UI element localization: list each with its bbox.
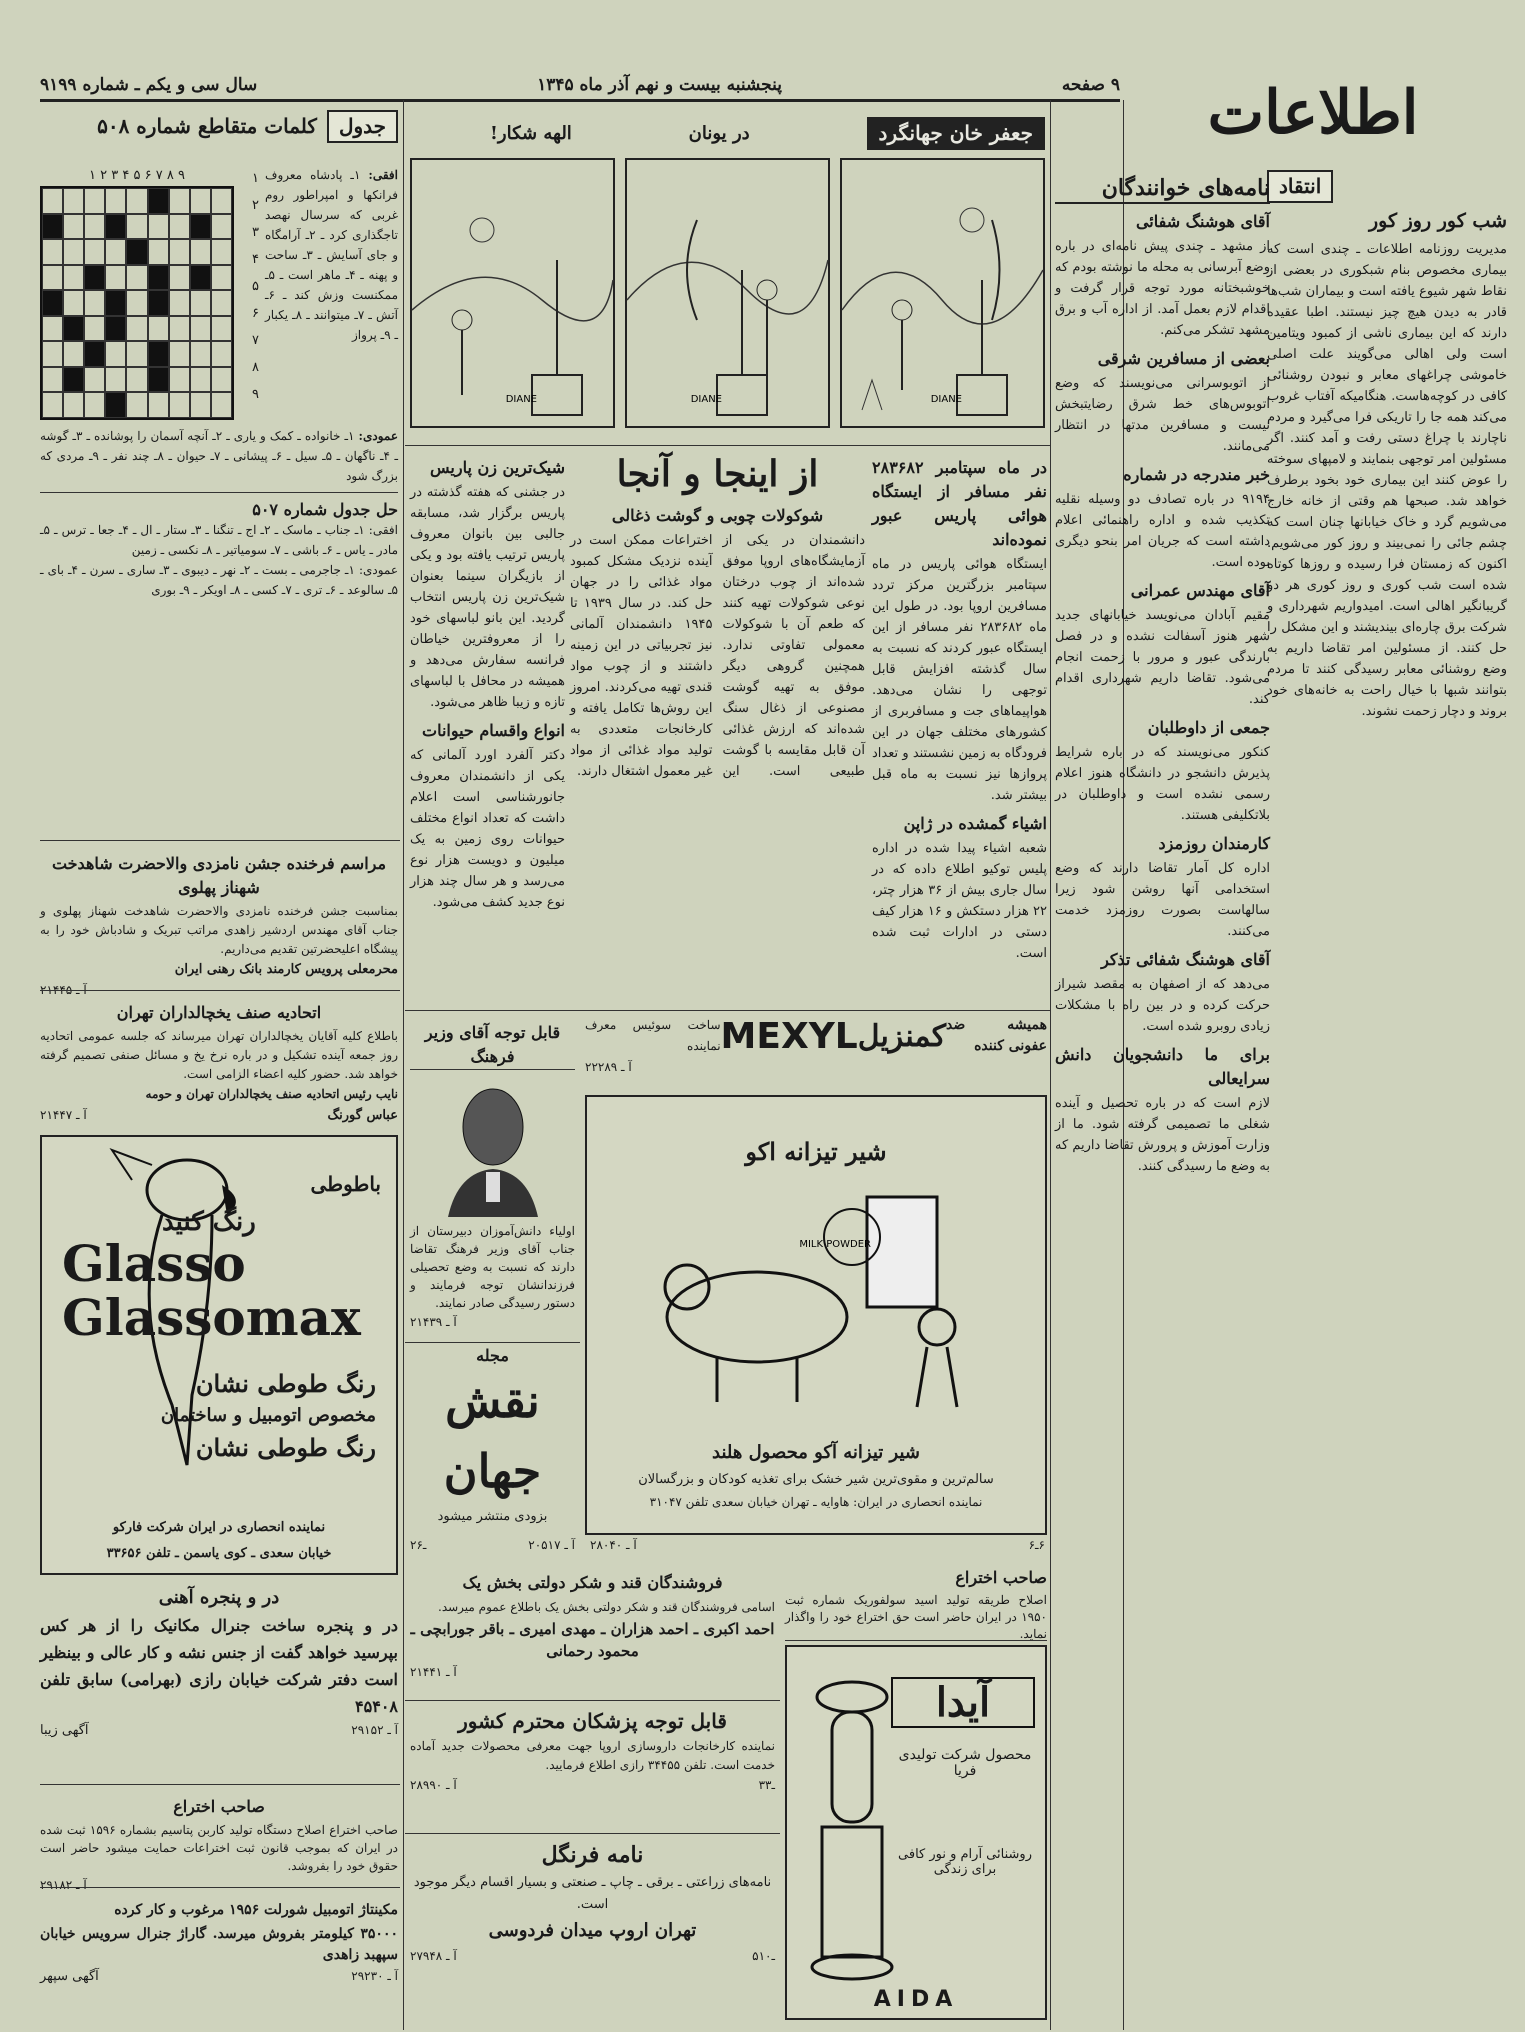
crossword-cell[interactable] [211, 265, 232, 291]
crossword-cell[interactable] [190, 239, 211, 265]
sugar-body: اسامی فروشندگان قند و شکر دولتی بخش یک باطلاع عموم میرسد. [438, 1600, 775, 1614]
here-there-sub: شوکولات چوبی و گوشت ذغالی [611, 506, 824, 525]
milk-code2: ۶ـ۶ [1028, 1538, 1045, 1552]
crossword-cell[interactable] [105, 214, 126, 240]
car-body: ۳۵۰۰۰ کیلومتر بفروش میرسد. گاراژ جنرال سرویس خیابان سپهبد زاهدی [40, 1926, 398, 1963]
minister-title: قابل توجه آقای وزیر فرهنگ [410, 1021, 575, 1070]
letter-heading: آقای هوشنگ شفائی [1135, 212, 1270, 231]
cartoon-drawing [412, 160, 613, 426]
section-rule [405, 445, 1050, 446]
column-numbers: ۹ ۸ ۷ ۶ ۵ ۴ ۳ ۲ ۱ [89, 168, 185, 183]
letters-list [1055, 210, 1270, 1177]
crossword-cell[interactable] [148, 239, 169, 265]
crossword-cell[interactable] [63, 290, 84, 316]
crossword-cell[interactable] [84, 341, 105, 367]
crossword-cell[interactable] [84, 392, 105, 418]
magazine-code: آ ـ ۲۰۵۱۷ [528, 1538, 575, 1552]
windows-sign: آگهی زیبا [40, 1723, 89, 1738]
sugar-ad [410, 1565, 775, 1695]
union-title: اتحادیه صنف یخچالداران تهران [116, 1003, 322, 1022]
critique-body: مدیریت روزنامه اطلاعات ـ چندی است که بیماری مخصوص بنام شبکوری در بعضی از نقاط شهر شیوع یافته است و بیماران شب‌ها قادر به دیدن هیچ چیز نیستند. اطبا عقیده دارند که این بیماری ناشی از کمبود ویتامین است ولی اهالی می‌گویند علت اصلی خاموشی چراغهای معابر و نبودن روشنائی کافی در کوچه‌هاست. هنگامیکه آفتاب غروب می‌کند همه جا را تاریکی فرا می‌گیرد و مردم ناچارند با چراغ دستی رفت و آمد کنند. اگر مسئولین امر توجهی بنمایند و لامپهای سوخته را عوض کنند این بیماری خود بخود برطرف خواهد شد. صبحها هم وقتی از خانه خارج می‌شویم گرد و خاک خیابانها چنان است که چشم جائی را نمی‌بیند و روز کور می‌شویم. اکنون که زمستان فرا رسیده و روزها کوتاه شده است شب کوری و روز کوری هر دو گریبانگیر اهالی است. امیدواریم شهرداری و شرکت برق چاره‌ای بیندیشند و این مشکل را حل کنند. از مسئولین امر تقاضا داریم به وضع روشنائی معابر رسیدگی کنند تا مردم بتوانند شبها با خیال راحت به خانه‌های خود بروند و دچار زحمت نشوند. [1267, 242, 1507, 719]
patent2-ad [785, 1560, 1047, 1641]
crossword-cell[interactable] [148, 392, 169, 418]
crossword-cell[interactable] [169, 214, 190, 240]
ad-rep: نماینده انحصاری در ایران شرکت فارکو [112, 1520, 326, 1535]
aida-note: روشنائی آرام و نور کافی برای زندگی [898, 1847, 1032, 1877]
ad-top: باطوطی [310, 1172, 381, 1196]
can-label: MILK POWDER [799, 1239, 871, 1250]
crossword-cell[interactable] [84, 188, 105, 214]
letters-title: نامه‌های خوانندگان [1055, 174, 1270, 204]
milk-illustration [617, 1177, 1017, 1417]
crossword-title: کلمات متقاطع شماره ۵۰۸ [97, 114, 317, 138]
lost-title: اشیاء گمشده در ژاپن [903, 814, 1047, 833]
farhang-code: آ ـ ۲۷۹۴۸ [410, 1949, 457, 1963]
union-notice [40, 995, 398, 1130]
crossword-cell[interactable] [169, 341, 190, 367]
here-there-body: دانشمندان در یکی از آزمایشگاه‌های اروپا موفق شده‌اند از چوب درختان نوعی شوکولات تهیه کنند که طعم آن با شوکولات معمولی تفاوتی ندارد. همچنین گروهی دیگر موفق به تهیه گوشت مصنوعی از ذغال سنگ شده‌اند که ارزش غذائی آن قابل مقایسه با گوشت طبیعی است. این اختراعات ممکن است در آینده نزدیک مشکل کمبود مواد غذائی را در جهان حل کند. در سال ۱۹۳۹ تا ۱۹۴۵ دانشمندان آلمانی نیز تجربیاتی در این زمینه داشتند و از چوب مواد قندی تهیه می‌کردند. امروز این روش‌ها تکامل یافته و کارخانجات متعددی به تولید مواد غذائی از مواد غیر معمول اشتغال دارند. [570, 533, 865, 779]
crossword-cell[interactable] [190, 316, 211, 342]
letter-text: از اتوبوسرانی می‌نویسند که وضع اتوبوس‌های خط شرق رضایتبخش نیست و مسافرین مدتها در انتظار می‌مانند. [1055, 376, 1270, 454]
crossword-cell[interactable] [63, 392, 84, 418]
here-there-title: از اینجا و آنجا [616, 453, 819, 495]
sugar-code: آ ـ ۲۱۴۴۱ [410, 1665, 457, 1679]
patent-title: صاحب اختراع [173, 1797, 265, 1816]
car-ad [40, 1892, 398, 2022]
crossword-cell[interactable] [42, 214, 63, 240]
cartoon-block [410, 108, 1045, 443]
doctors-body: نماینده کارخانجات داروسازی اروپا جهت معرفی محصولات جدید آماده خدمت است. تلفن ۳۴۴۵۵ رازی اطلاع فرمایید. [410, 1739, 775, 1772]
letter-text: از مشهد ـ چندی پیش نامه‌ای در باره وضع آبرسانی به محله ما نوشته بودم که خوشبختانه مورد توجه قرار گرفت و اقدام لازم بعمل آمد. از اداره آب و برق مشهد تشکر می‌کنم. [1055, 239, 1270, 338]
crossword-cell[interactable] [148, 188, 169, 214]
minister-code: آ ـ ۲۱۴۳۹ [410, 1315, 457, 1329]
crossword-block [40, 110, 398, 830]
crossword-cell[interactable] [63, 367, 84, 393]
crossword-cell[interactable] [190, 392, 211, 418]
mexyl-brand: MEXYL [720, 1015, 858, 1057]
mexyl-brand-fa: کمنزیل [857, 1018, 947, 1054]
magazine-label: مجله [476, 1346, 509, 1365]
cartoon-caption: الهه شکار! [490, 122, 572, 144]
airport-article [872, 450, 1047, 1010]
statue-label: DIANE [690, 394, 722, 405]
ad-line: مخصوص اتومبیل و ساختمان [160, 1405, 376, 1426]
farhang-body: نامه‌های زراعتی ـ برقی ـ چاپ ـ صنعتی و بسیار اقسام دیگر موجود است. [413, 1875, 772, 1912]
masthead: اطلاعات [1207, 78, 1419, 148]
windows-ad [40, 1580, 398, 1780]
crossword-cell[interactable] [42, 341, 63, 367]
column-rule [1050, 100, 1051, 2030]
paris-body: در جشنی که هفته گذشته در پاریس برگزار شد، مسابقه جالبی بین بانوان معروف پاریس ترتیب یافته بود و یکی از بازیگران سینما بعنوان شیک‌ترین زن پاریس انتخاب گردید. این بانو لباسهای خود را از معروفترین خیاطان فرانسه سفارش می‌دهد و همیشه در محافل با لباسهای تازه و زیبا ظاهر می‌شود. [410, 485, 565, 710]
statue-label: DIANE [505, 394, 537, 405]
header-line [40, 62, 1120, 102]
section-rule [40, 1887, 400, 1888]
union-body: باطلاع کلیه آقایان یخچالداران تهران میرساند که جلسه عمومی اتحادیه روز جمعه آینده تشکیل و در باره نرخ یخ و مسائل صنفی تصمیم گرفته خواهد شد. حضور کلیه اعضاء الزامی است. [40, 1029, 398, 1081]
crossword-cell[interactable] [105, 188, 126, 214]
farhang-ad [410, 1838, 775, 2018]
section-rule [405, 1342, 580, 1343]
ad-addr: خیابان سعدی ـ کوی یاسمن ـ تلفن ۳۳۶۵۶ [106, 1546, 332, 1561]
crossword-cell[interactable] [105, 239, 126, 265]
sugar-names: احمد اکبری ـ احمد هزاران ـ مهدی امیری ـ باقر جورابچی ـ محمود رحمانی [410, 1620, 775, 1660]
crossword-cell[interactable] [42, 239, 63, 265]
column-rule [403, 100, 404, 2030]
crossword-cell[interactable] [148, 214, 169, 240]
crossword-cell[interactable] [84, 214, 105, 240]
cartoon-panel [840, 158, 1045, 428]
crossword-cell[interactable] [148, 290, 169, 316]
patent2-body: اصلاح طریقه تولید اسید سولفوریک شماره ثبت ۱۹۵۰ در ایران حاضر است حق اختراع خود را واگذار نماید. [785, 1593, 1047, 1641]
crossword-cell[interactable] [126, 290, 147, 316]
letter-heading: آقای مهندس عمرانی [1130, 581, 1270, 600]
ceremony-body: بمناسبت جشن فرخنده نامزدی والاحضرت شاهدخت شهناز پهلوی و جناب آقای مهندس اردشیر زاهدی مراتب تبریک و شادباش خود را به پیشگاه اعلیحضرتین تقدیم می‌داریم. [40, 904, 398, 956]
magazine-ad [410, 1345, 575, 1560]
portrait-image [410, 1072, 575, 1222]
critique-tag: انتقاد [1267, 170, 1333, 203]
letter-heading: جمعی از داوطلبان [1147, 718, 1270, 737]
aida-sub: محصول شرکت تولیدی فریا [898, 1747, 1032, 1779]
doctors-code2: ۳ـ۳ [758, 1778, 775, 1792]
crossword-cell[interactable] [190, 290, 211, 316]
patent-body: صاحب اختراع اصلاح دستگاه تولید کاربن پتاسیم بشماره ۱۵۹۶ ثبت شده در ایران که بموجب قانون ثبت اختراعات حمایت میشود حاضر است حقوق خود را بفروشد. [40, 1823, 398, 1873]
crossword-cell[interactable] [63, 239, 84, 265]
windows-body: در و پنجره ساخت جنرال مکانیک را از هر کس بپرسید خواهد گفت از جنس نشه و کار عالی و بینظیر است دفتر شرکت خیابان رازی (بهرامی) سابق تلفن ۴۵۴۰۸ [40, 1616, 398, 1716]
crossword-cell[interactable] [84, 316, 105, 342]
crossword-cell[interactable] [169, 265, 190, 291]
section-rule [405, 1700, 780, 1701]
aida-brand-en: AIDA [873, 1987, 959, 2012]
crossword-cell[interactable] [190, 188, 211, 214]
mexyl-fa: همیشه ضد عفونی کننده [946, 1017, 1047, 1054]
letters-column [1055, 170, 1270, 2020]
sugar-title: فروشندگان قند و شکر دولتی بخش یک [462, 1573, 723, 1592]
crossword-cell[interactable] [105, 290, 126, 316]
cartoon-drawing [842, 160, 1043, 426]
cartoon-panels [410, 158, 1045, 428]
letter-text: ۹۱۹۴ در باره تصادف دو وسیله نقلیه تکذیب شده و اداره راهنمائی اعلام داشته است که جریان امر بنحو دیگری بوده است. [1055, 492, 1270, 570]
crossword-cell[interactable] [63, 316, 84, 342]
crossword-cell[interactable] [42, 290, 63, 316]
crossword-cell[interactable] [148, 316, 169, 342]
letter-heading: کارمندان روزمزد [1158, 834, 1270, 853]
down-clues: ۱ـ خانواده ـ کمک و یاری ـ ۲ـ آنچه آسمان را پوشانده ـ ۳ـ گوشه ـ ۴ـ ناگهان ـ ۵ـ سیل ـ ۶ـ پیشانی ـ ۷ـ حیوان ـ ۸ـ چند نفر ـ ۹ـ مردی که بزرگ شود [40, 429, 398, 483]
letter-text: مقیم آبادان می‌نویسد خیابانهای جدید شهر هنوز آسفالت نشده و در فصل بارندگی عبور و مرور با زحمت انجام می‌شود. تقاضا داریم شهرداری اقدام کند. [1055, 608, 1270, 707]
lost-body: شعبه اشیاء پیدا شده در اداره پلیس توکیو اطلاع داده که در سال جاری بیش از ۳۶ هزار چتر، ۲۲ هزار دستکش و ۱۶ هزار کیف دستی در ادارات ثبت شده است. [872, 841, 1047, 961]
patent-ad [40, 1789, 398, 1892]
car-code: آ ـ ۲۹۲۳۰ [351, 1969, 398, 1983]
magazine-title: نقش جهان [443, 1374, 542, 1498]
car-sign: آگهی سپهر [40, 1969, 99, 1984]
solution-title: حل جدول شماره ۵۰۷ [252, 500, 398, 519]
brand-line1: Glasso [62, 1234, 246, 1293]
here-there-article [570, 450, 865, 1010]
crossword-cell[interactable] [169, 188, 190, 214]
milk-brand: شیر تیزانه اکو [745, 1137, 887, 1166]
farhang-code2: ۵ـ۱۰ [752, 1949, 775, 1963]
section-rule [40, 1784, 400, 1785]
aida-lamp-ad[interactable] [785, 1645, 1047, 2020]
crossword-cell[interactable] [63, 188, 84, 214]
ad-line: رنگ طوطی نشان [195, 1369, 376, 1398]
brand-text [62, 1234, 361, 1347]
crossword-cell[interactable] [42, 188, 63, 214]
milk-powder-ad[interactable] [585, 1095, 1047, 1535]
letter-heading: آقای هوشنگ شفائی تذکر [1101, 950, 1270, 969]
crossword-cell[interactable] [84, 265, 105, 291]
statue-label: DIANE [930, 394, 962, 405]
animals-title: انواع واقسام حیوانات [422, 721, 565, 740]
windows-title: در و پنجره آهنی [158, 1587, 280, 1608]
critique-title: شب کور روز کور [1368, 210, 1507, 232]
union-name: عباس گورنگ [327, 1108, 398, 1123]
solution-down: عمودی: ۱ـ جاجرمی ـ بست ـ ۲ـ نهر ـ دیبوی ـ ۳ـ ساری ـ سرن ـ ۴ـ بای ـ ۵ـ سالوعد ـ ۶ـ تری ـ ۷ـ کسی ـ ۸ـ اویکر ـ ۹ـ بوری [40, 563, 399, 597]
parrot-paint-ad[interactable] [40, 1135, 398, 1575]
cartoon-panel [410, 158, 615, 428]
section-rule [405, 1833, 780, 1834]
crossword-cell[interactable] [211, 367, 232, 393]
crossword-cell[interactable] [190, 367, 211, 393]
doctors-code: آ ـ ۲۸۹۹۰ [410, 1778, 457, 1792]
section-rule [405, 1010, 1050, 1011]
crossword-cell[interactable] [126, 239, 147, 265]
crossword-cell[interactable] [148, 341, 169, 367]
magazine-sub: بزودی منتشر میشود [437, 1509, 548, 1524]
crossword-cell[interactable] [42, 316, 63, 342]
crossword-cell[interactable] [42, 367, 63, 393]
row-numbers: ۱ ۲ ۳ ۴ ۵ ۶ ۷ ۸ ۹ [252, 171, 259, 402]
crossword-cell[interactable] [148, 265, 169, 291]
crossword-cell[interactable] [211, 341, 232, 367]
crossword-cell[interactable] [63, 265, 84, 291]
crossword-cell[interactable] [211, 392, 232, 418]
across-clues: ۱ـ پادشاه معروف فرانکها و امپراطور روم غربی که سرسال نهصد تاجگذاری کرد ـ ۲ـ آرامگاه و جای آسایش ـ ۳ـ ساحت و پهنه ـ ۴ـ ماهر است ـ ۵ـ ممکنست وزش کند ـ ۶ـ آتش ـ ۷ـ میتوانند ـ ۸ـ یکبار ـ ۹ـ پرواز [265, 168, 398, 342]
farhang-title: نامه فرنگل [541, 1842, 644, 1868]
mexyl-code: آ ـ ۲۲۲۸۹ [585, 1060, 632, 1074]
farhang-addr: تهران اروپ میدان فردوسی [488, 1920, 697, 1941]
doctors-ad [410, 1705, 775, 1830]
section-rule [40, 990, 400, 991]
milk-body: سالم‌ترین و مقوی‌ترین شیر خشک برای تغذیه کودکان و بزرگسالان [638, 1472, 994, 1487]
milk-sub: شیر تیزانه آکو محصول هلند [712, 1442, 920, 1463]
solution-across: افقی: ۱ـ جناب ـ ماسک ـ ۲ـ اج ـ تنگنا ـ ۳ـ ستار ـ ال ـ ۴ـ جعا ـ ترس ـ ۵ـ مادر ـ یاس ـ ۶ـ باشی ـ ۷ـ سومیاتیر ـ ۸ـ نکسی ـ زمین [40, 523, 398, 557]
section-rule [40, 840, 400, 841]
crossword-cell[interactable] [211, 239, 232, 265]
crossword-cell[interactable] [190, 341, 211, 367]
cartoon-title: جعفر خان جهانگرد [867, 117, 1045, 150]
issue-number: سال سی و یکم ـ شماره ۹۱۹۹ [40, 75, 258, 95]
paris-title: شیک‌ترین زن پاریس [430, 458, 565, 477]
airport-title: در ماه سپتامبر ۲۸۳۶۸۲ نفر مسافر از ایستگاه هوائی پاریس عبور نموده‌اند [872, 458, 1047, 549]
crossword-cell[interactable] [126, 392, 147, 418]
milk-codes [590, 1538, 1045, 1552]
letter-heading: خبر مندرجه در شماره [1123, 465, 1270, 484]
crossword-cell[interactable] [84, 367, 105, 393]
letter-heading: بعضی از مسافرین شرقی [1097, 349, 1270, 368]
crossword-cell[interactable] [126, 214, 147, 240]
crossword-cell[interactable] [105, 341, 126, 367]
crossword-cell[interactable] [211, 290, 232, 316]
letter-text: کنکور می‌نویسند که در باره شرایط پذیرش دانشجو در دانشگاه هنوز اعلام رسمی نشده است و داوطلبان در بلاتکلیفی هستند. [1055, 745, 1270, 823]
crossword-cell[interactable] [105, 265, 126, 291]
magazine-code2: ۲ـ۶ [410, 1538, 427, 1552]
ad-lines [161, 1367, 376, 1465]
crossword-tag: جدول [327, 110, 398, 143]
down-title: عمودی: [358, 429, 398, 443]
crossword-cell[interactable] [126, 316, 147, 342]
union-signer: نایب رئیس اتحادیه صنف یخچالداران تهران و حومه [145, 1087, 398, 1101]
cartoon-drawing [627, 160, 828, 426]
section-rule [40, 492, 398, 493]
crossword-cell[interactable] [105, 392, 126, 418]
issue-date: پنجشنبه بیست و نهم آذر ماه ۱۳۴۵ [537, 75, 782, 95]
crossword-cell[interactable] [63, 214, 84, 240]
crossword-cell[interactable] [126, 367, 147, 393]
letter-heading: برای ما دانشجویان دانش سرایعالی [1055, 1045, 1270, 1088]
paris-article [410, 450, 565, 1010]
crossword-cell[interactable] [84, 290, 105, 316]
crossword-cell[interactable] [211, 316, 232, 342]
cartoon-panel [625, 158, 830, 428]
crossword-cell[interactable] [84, 239, 105, 265]
crossword-cell[interactable] [126, 188, 147, 214]
ceremony-title: مراسم فرخنده جشن نامزدی والاحضرت شاهدخت شهناز پهلوی [51, 854, 387, 897]
patent-code: آ ـ ۲۹۱۸۲ [40, 1878, 87, 1892]
minister-body: اولیاء دانش‌آموزان دبیرستان از جناب آقای وزیر فرهنگ تقاضا دارند که نسبت به وضع تحصیلی فرزندانشان توجه فرمایند و دستور رسیدگی صادر نمایند. [410, 1224, 575, 1310]
crossword-cell[interactable] [169, 367, 190, 393]
crossword-cell[interactable] [105, 316, 126, 342]
cartoon-place: در یونان [688, 122, 750, 144]
animals-body: دکتر آلفرد اورد آلمانی که یکی از دانشمندان معروف جانورشناسی است اعلام داشت که تعداد انواع مختلف حیوانات روی زمین به یک میلیون و دویست هزار نوع می‌رسد و هر سال چند هزار نوع جدید کشف می‌شود. [410, 748, 565, 910]
car-title: مکینتاژ اتومبیل شورلت ۱۹۵۶ مرغوب و کار کرده [114, 1902, 398, 1918]
crossword-grid[interactable] [40, 186, 234, 420]
milk-rep: نماینده انحصاری در ایران: هاوایه ـ تهران خیابان سعدی تلفن ۳۱۰۴۷ [649, 1495, 983, 1509]
crossword-cell[interactable] [126, 265, 147, 291]
crossword-cell[interactable] [211, 214, 232, 240]
crossword-cell[interactable] [169, 316, 190, 342]
lamp-icon [807, 1667, 897, 1987]
ceremony-notice [40, 846, 398, 997]
down-clues-block [40, 426, 398, 486]
mexyl-sub: ساخت سوئیس معرف نماینده [585, 1018, 721, 1053]
crossword-cell[interactable] [169, 239, 190, 265]
crossword-cell[interactable] [126, 341, 147, 367]
crossword-cell[interactable] [63, 341, 84, 367]
crossword-cell[interactable] [148, 367, 169, 393]
page-number: ۹ صفحه [1061, 75, 1120, 95]
crossword-cell[interactable] [190, 214, 211, 240]
crossword-cell[interactable] [42, 265, 63, 291]
crossword-cell[interactable] [211, 188, 232, 214]
minister-notice [410, 1015, 575, 1340]
letter-text: اداره کل آمار تقاضا دارند که وضع استخدامی آنها روشن شود زیرا سالهاست بصورت روزمزد خدمت می‌کنند. [1055, 861, 1270, 939]
ad-top2: رنگ کنید [162, 1207, 256, 1237]
windows-code: آ ـ ۲۹۱۵۲ [351, 1723, 398, 1737]
milk-code: آ ـ ۲۸۰۴۰ [590, 1538, 637, 1552]
crossword-cell[interactable] [42, 392, 63, 418]
union-code: آ ـ ۲۱۴۴۷ [40, 1108, 87, 1122]
ceremony-code: آ ـ ۲۱۴۴۵ [40, 983, 87, 997]
critique-column [1267, 170, 1507, 2020]
letter-text: لازم است که در باره تحصیل و آینده شغلی ما تصمیمی گرفته شود. ما از وزارت آموزش و پرورش تقاضا داریم که به وضع ما رسیدگی کنند. [1055, 1096, 1270, 1174]
crossword-cell[interactable] [169, 290, 190, 316]
letter-text: می‌دهد که از اصفهان به مقصد شیراز حرکت کرده و در بین راه با مشکلات زیادی روبرو شده است. [1055, 977, 1270, 1034]
mexyl-ad [585, 1015, 1047, 1090]
ad-line: رنگ طوطی نشان [195, 1433, 376, 1462]
brand-line2: Glassomax [62, 1288, 361, 1347]
across-title: افقی: [368, 168, 398, 182]
aida-brand: آیدا [891, 1677, 1035, 1728]
crossword-cell[interactable] [169, 392, 190, 418]
doctors-title: قابل توجه پزشکان محترم کشور [458, 1709, 727, 1733]
crossword-cell[interactable] [105, 367, 126, 393]
patent2-title: صاحب اختراع [955, 1568, 1047, 1587]
ceremony-signer: محرمعلی پرویس کارمند بانک رهنی ایران [174, 962, 398, 977]
crossword-cell[interactable] [190, 265, 211, 291]
airport-body: ایستگاه هوائی پاریس در ماه سپتامبر بزرگترین مرکز تردد مسافرین اروپا بود. در طول این ماه ۲۸۳۶۸۲ نفر مسافر از این ایستگاه عبور کردند که نسبت به سال گذشته افزایش قابل توجهی را نشان می‌دهد. هواپیماهای جت و مسافربری از کشورهای مختلف جهان در این فرودگاه به زمین نشستند و تعداد پروازها نیز نسبت به ماه قبل بیشتر شد. [872, 557, 1047, 803]
